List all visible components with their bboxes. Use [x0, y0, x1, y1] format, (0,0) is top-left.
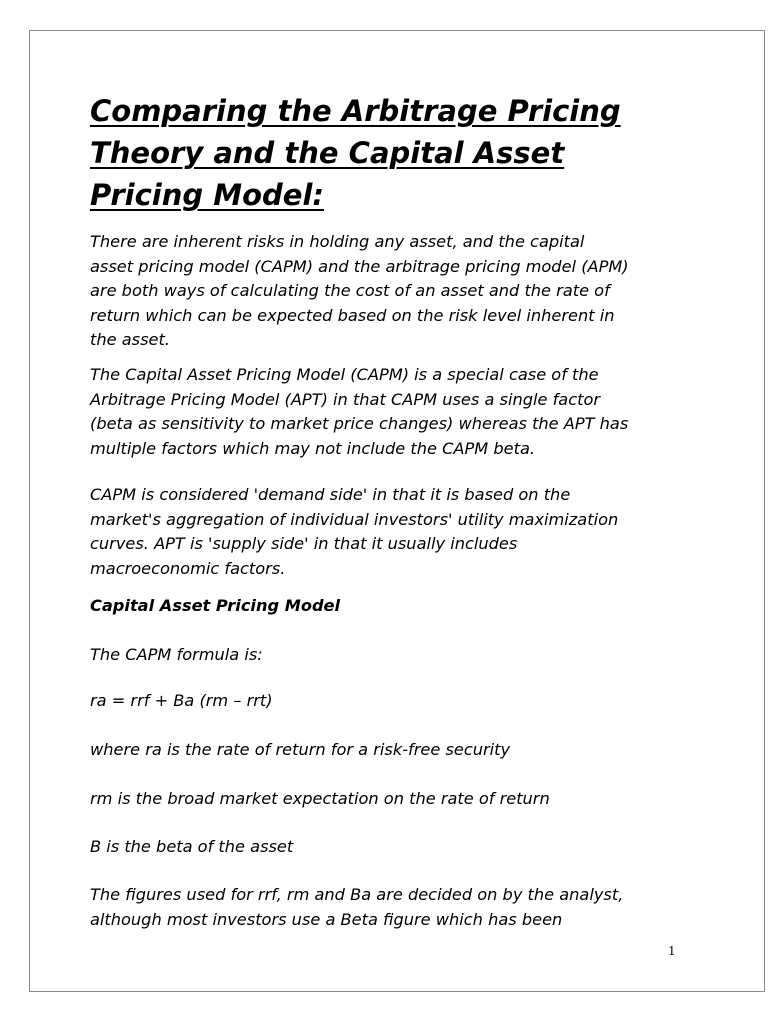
paragraph-line: are both ways of calculating the cost of an asset and the rate of — [90, 281, 610, 300]
paragraph-line: although most investors use a Beta figure which has been — [90, 909, 563, 929]
paragraph-line: There are inherent risks in holding any asset, and the capital — [90, 232, 585, 251]
paragraph-line: market's aggregation of individual investors' utility maximization — [90, 509, 619, 529]
paragraph-line: the asset. — [90, 330, 170, 349]
page-number: 1 — [668, 944, 676, 958]
paragraph-line: macroeconomic factors. — [90, 558, 286, 578]
paragraph-line: asset pricing model (CAPM) and the arbitrage pricing model (APM) — [90, 256, 629, 276]
section-heading: Capital Asset Pricing Model — [90, 596, 341, 615]
intro-paragraph — [90, 230, 690, 353]
demand-supply-paragraph — [90, 483, 690, 581]
paragraph-line: curves. APT is 'supply side' in that it usually includes — [90, 534, 518, 553]
paragraph-line: The Capital Asset Pricing Model (CAPM) is a special case of the — [90, 365, 599, 384]
paragraph-line: Arbitrage Pricing Model (APT) in that CAPM uses a single factor — [90, 389, 601, 409]
definition-ra: where ra is the rate of return for a risk-free security — [90, 740, 511, 759]
capm-formula: ra = rrf + Ba (rm – rrt) — [90, 691, 273, 710]
paragraph-line: The figures used for rrf, rm and Ba are decided on by the analyst, — [90, 885, 624, 904]
paragraph-line: CAPM is considered 'demand side' in that it is based on the — [90, 485, 571, 504]
capm-apt-paragraph — [90, 363, 690, 461]
paragraph-line: multiple factors which may not include the CAPM beta. — [90, 438, 536, 458]
title-line: Theory and the Capital Asset — [90, 136, 565, 170]
formula-intro: The CAPM formula is: — [90, 645, 263, 664]
definition-b: B is the beta of the asset — [90, 837, 294, 856]
paragraph-line: return which can be expected based on the risk level inherent in — [90, 305, 615, 325]
document-title — [90, 90, 710, 216]
paragraph-line: (beta as sensitivity to market price changes) whereas the APT has — [90, 414, 629, 433]
figures-paragraph — [90, 883, 690, 932]
title-line: Pricing Model: — [90, 178, 324, 212]
definition-rm: rm is the broad market expectation on the rate of return — [90, 789, 550, 808]
title-line: Comparing the Arbitrage Pricing — [90, 94, 621, 128]
